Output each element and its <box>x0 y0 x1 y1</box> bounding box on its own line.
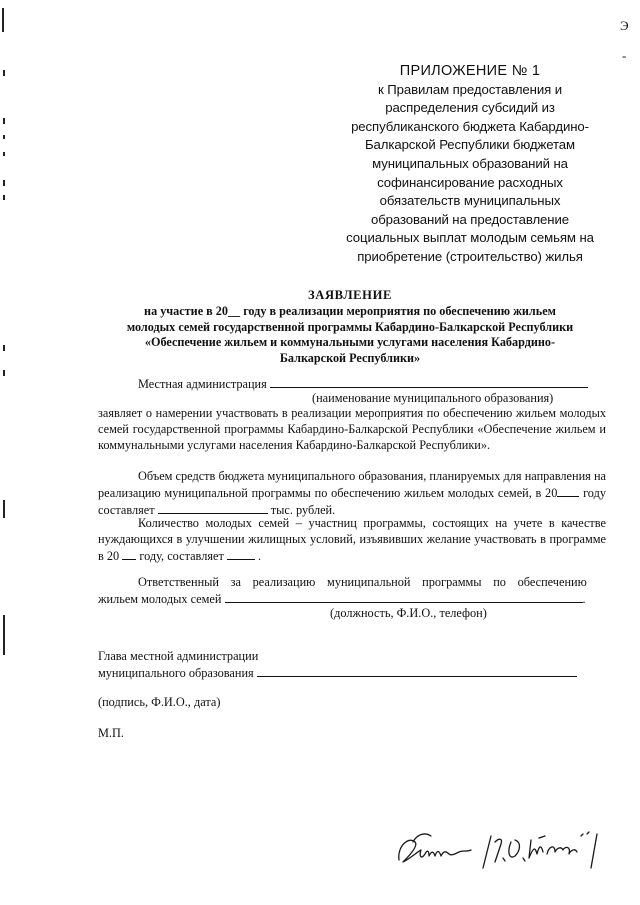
appendix-line: к Правилам предоставления и <box>378 81 562 97</box>
scan-mark <box>3 345 5 351</box>
head-line-1: Глава местной администрации <box>98 649 259 663</box>
head-signature-blank <box>257 665 577 677</box>
responsible-line-2: жильем молодых семей <box>98 591 222 606</box>
statement-subtitle-line: «Обеспечение жильем и коммунальными услугами населения Кабардино- <box>144 335 556 350</box>
handwritten-signature <box>395 828 620 873</box>
budget-paragraph <box>98 469 606 518</box>
sign-caption: (подпись, Ф.И.О., дата) <box>98 695 221 709</box>
families-text: Количество молодых семей – участниц программы, состоящих на учете в качестве нуждающихся в улучшении жилищных условий, изъявивших желание участвовать в программе в 20 <box>98 516 606 563</box>
families-paragraph <box>98 516 606 564</box>
scan-mark <box>3 500 5 518</box>
head-line-2: муниципального образования <box>98 665 254 680</box>
head-signature-block <box>98 649 606 682</box>
budget-text: Объем средств бюджета муниципального образования, планируемых для направления на реализацию муниципальной программы по обеспечению жильем молодых семей, в 20 <box>98 469 606 500</box>
admin-name-blank <box>270 376 588 388</box>
responsible-blank <box>225 591 583 603</box>
scan-mark <box>3 615 5 655</box>
year-blank <box>122 548 136 560</box>
scan-mark <box>3 180 5 186</box>
scan-mark <box>3 195 5 200</box>
appendix-header <box>330 62 610 267</box>
scan-mark <box>2 8 4 32</box>
scan-mark <box>3 370 5 376</box>
statement-title <box>90 288 610 367</box>
appendix-line: обязательств муниципальных <box>379 193 561 209</box>
statement-subtitle-line: Балкарской Республики» <box>279 351 421 366</box>
responsible-caption: (должность, Ф.И.О., телефон) <box>330 606 487 620</box>
responsible-end: . <box>582 591 586 606</box>
appendix-line: распределения субсидий из <box>385 100 555 116</box>
appendix-line: приобретение (строительство) жилья <box>357 248 583 264</box>
appendix-line: социальных выплат молодым семьям на <box>346 230 594 246</box>
families-count-blank <box>227 548 255 560</box>
appendix-line: софинансирование расходных <box>377 174 563 190</box>
budget-unit: тыс. рублей. <box>270 502 336 517</box>
declares-paragraph: заявляет о намерении участвовать в реализации мероприятия по обеспечению жильем молодых семей государственной программы Кабардино-Балкарской Республики «Обеспечение жильем и коммунальными услугами населения Кабардино-Балкарской Республики». <box>98 406 606 452</box>
statement-subtitle-line: молодых семей государственной программы Кабардино-Балкарской Республики <box>126 319 574 334</box>
scan-mark <box>3 118 5 124</box>
seal-label: М.П. <box>98 726 124 740</box>
statement-heading: ЗАЯВЛЕНИЕ <box>308 288 392 302</box>
appendix-line: муниципальных образований на <box>372 155 568 171</box>
budget-amount-blank <box>158 502 268 514</box>
responsible-paragraph <box>98 575 606 608</box>
appendix-line: республиканского бюджета Кабардино- <box>351 118 589 134</box>
corner-mark: Э <box>620 18 629 33</box>
appendix-line: образований на предоставление <box>371 211 569 227</box>
appendix-title: ПРИЛОЖЕНИЕ № 1 <box>399 63 541 79</box>
budget-mid: году составляет <box>98 485 606 517</box>
families-mid: году, составляет <box>139 548 224 563</box>
year-blank <box>557 485 579 497</box>
admin-label: Местная администрация <box>138 377 267 391</box>
appendix-line: Балкарской Республики бюджетам <box>365 137 575 153</box>
admin-caption: (наименование муниципального образования) <box>312 391 554 405</box>
families-end: . <box>257 548 262 563</box>
scan-mark <box>3 152 5 156</box>
responsible-line-1: Ответственный за реализацию муниципальной программы по обеспечению <box>138 575 587 589</box>
statement-subtitle-line: на участие в 20__ году в реализации мероприятия по обеспечению жильем <box>144 303 556 318</box>
scan-mark <box>3 135 5 139</box>
scan-mark <box>3 70 5 76</box>
corner-mark: - <box>622 48 627 63</box>
